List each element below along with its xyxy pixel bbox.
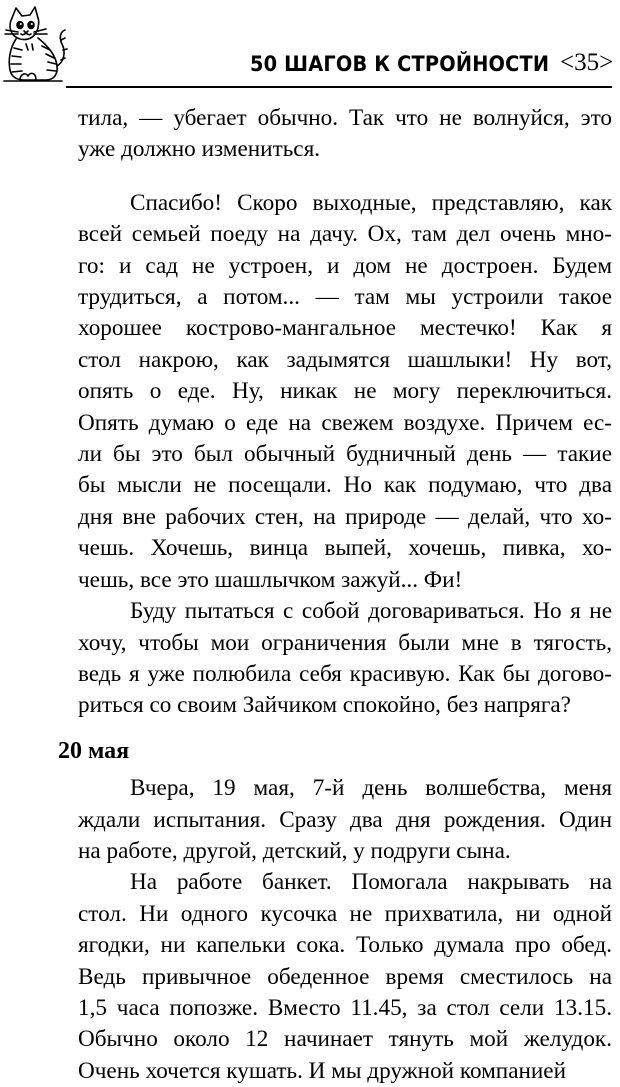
text-line: ведь я уже полюбила себя красивую. Как бы догово- bbox=[78, 660, 612, 687]
text-line: хочу, чтобы мои ограничения были мне в тягость, bbox=[78, 629, 612, 656]
page-number: <35> bbox=[560, 49, 614, 76]
text-line: Ведь привычное обеденное время сместилось на bbox=[78, 963, 612, 990]
text-line: Обычно около 12 начинает тянуть мой желудок. bbox=[78, 1026, 612, 1053]
paragraph bbox=[78, 773, 612, 867]
text-line: стол. Ни одного кусочка не прихватила, ни одной bbox=[78, 900, 612, 927]
body-text bbox=[58, 103, 612, 1087]
text-line: На работе банкет. Помогала накрывать на bbox=[130, 869, 612, 896]
text-line: Вчера, 19 мая, 7-й день волшебства, меня bbox=[130, 775, 612, 802]
text-line: го: и сад не устроен, и дом не достроен. Будем bbox=[78, 252, 612, 279]
text-line: Очень хочется кушать. И мы дружной компанией bbox=[78, 1057, 567, 1084]
date-heading: 20 мая bbox=[58, 737, 130, 764]
header-rule bbox=[66, 86, 612, 88]
text-line: бы мысли не посещали. Но как подумаю, что два bbox=[78, 472, 612, 499]
running-title: 50 ШАГОВ К СТРОЙНОСТИ bbox=[250, 52, 550, 76]
text-line: всей семьей поеду на дачу. Ох, там дел очень мно- bbox=[78, 221, 612, 248]
paragraph bbox=[78, 188, 612, 596]
text-line: ли бы это был обычный будничный день — такие bbox=[78, 441, 612, 468]
text-line: трудиться, а потом... — там мы устроили такое bbox=[78, 284, 612, 311]
text-line: Опять думаю о еде на свежем воздухе. Причем ес- bbox=[78, 409, 612, 436]
text-line: опять о еде. Ну, никак не могу переключиться. bbox=[78, 378, 612, 405]
text-line: ягодки, ни капельки сока. Только думала про обед. bbox=[78, 932, 612, 959]
cat-illustration-icon bbox=[2, 4, 68, 82]
text-line: Спасибо! Скоро выходные, представляю, как bbox=[130, 189, 612, 216]
text-line: на работе, другой, детский, у подруги сына. bbox=[78, 837, 511, 864]
text-line: тила, — убегает обычно. Так что не волнуйся, это bbox=[78, 105, 612, 131]
text-line: дня вне рабочих стен, на природе — делай, что хо- bbox=[78, 503, 612, 530]
text-line: чешь. Хочешь, винца выпей, хочешь, пивка, хо- bbox=[78, 535, 612, 562]
text-line: стол накрою, как задымятся шашлыки! Ну вот, bbox=[78, 346, 612, 373]
text-line: риться со своим Зайчиком спокойно, без напряга? bbox=[78, 692, 571, 719]
text-line: ждали испытания. Сразу два дня рождения. Один bbox=[78, 806, 612, 833]
text-line: Буду пытаться с собой договариваться. Но я не bbox=[130, 598, 612, 625]
text-line: хорошее кострово-мангальное местечко! Как я bbox=[78, 315, 612, 342]
paragraph bbox=[78, 867, 612, 1087]
paragraph bbox=[78, 596, 612, 722]
text-line: чешь, все это шашлычком зажуй... Фи! bbox=[78, 566, 463, 593]
text-line: уже должно измениться. bbox=[78, 136, 321, 163]
paragraph bbox=[78, 103, 612, 166]
text-line: 1,5 часа попозже. Вместо 11.45, за стол сели 13.15. bbox=[78, 994, 612, 1021]
